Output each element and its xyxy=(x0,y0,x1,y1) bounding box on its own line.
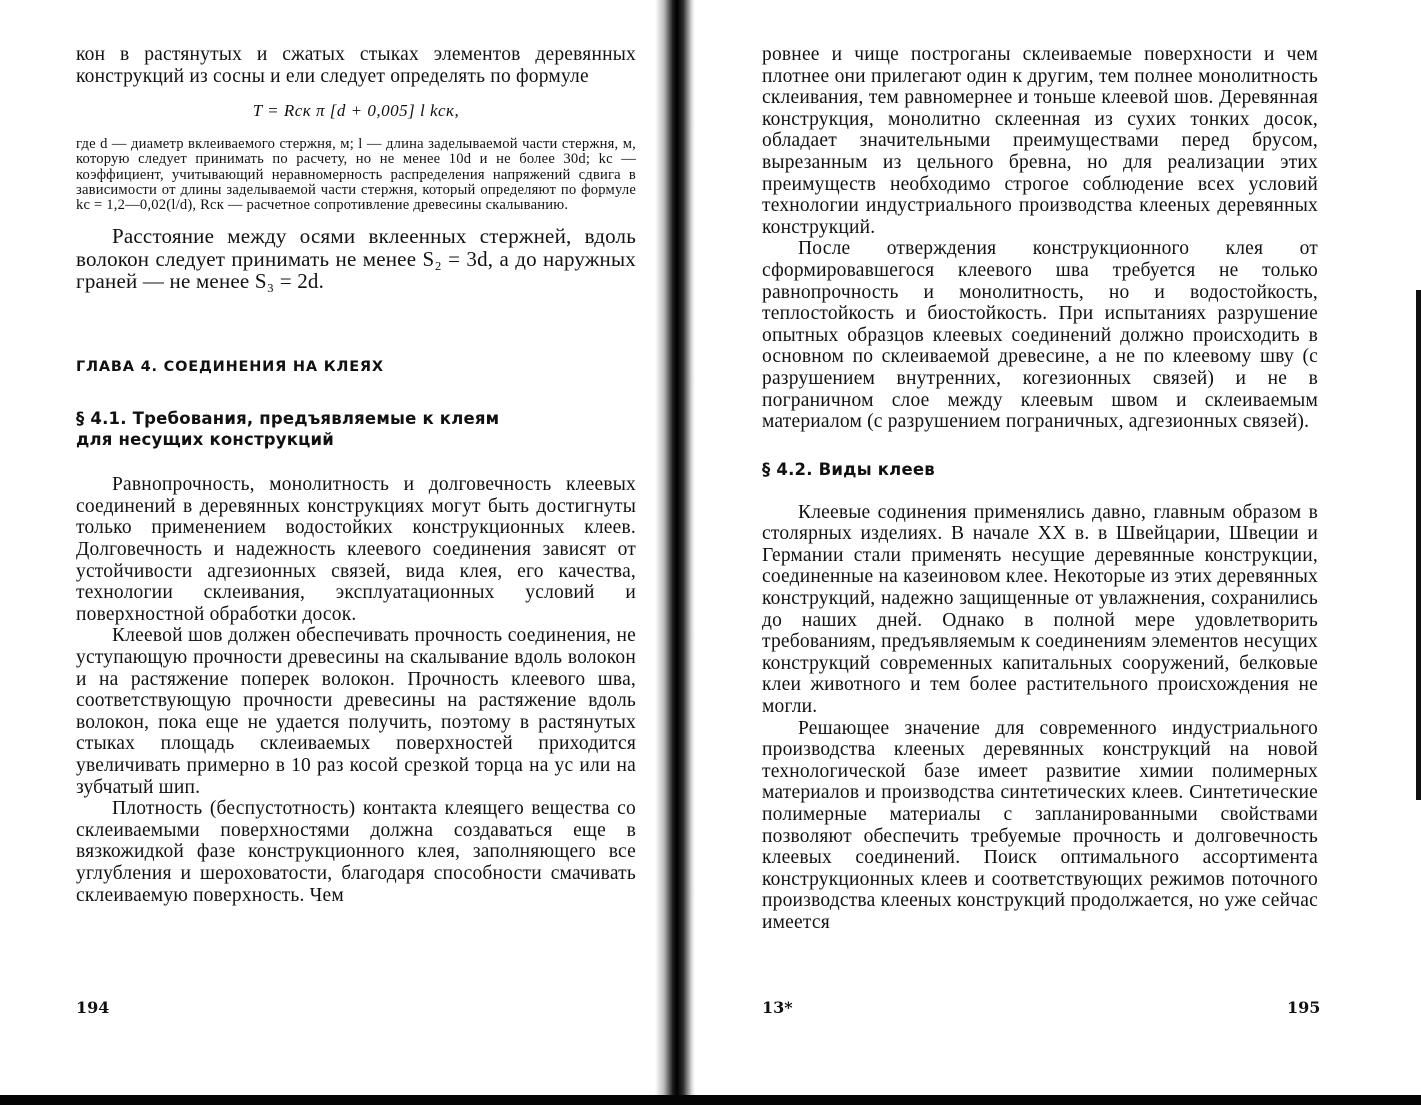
body-paragraph: Равнопрочность, монолитность и долговечность клеевых соединений в деревянных конструкциях могут быть достигнуты только применением водостойких конструкционных клеев. Долговечность и надежность клеевого соединения зависят от устойчивости адгезионных связей, вида клея, его качества, технологии склеивания, эксплуатационных условий и поверхностной обработки досок. xyxy=(76,474,636,625)
chapter-heading: ГЛАВА 4. СОЕДИНЕНИЯ НА КЛЕЯХ xyxy=(76,358,384,375)
left-page-content xyxy=(76,44,636,906)
continuation-paragraph: кон в растянутых и сжатых стыках элементов деревянных конструкций из сосны и ели следует определять по формуле xyxy=(76,44,636,87)
rod-spacing-paragraph: Расстояние между осями вклеенных стержней, вдоль волокон следует принимать не менее S₂ = 3d, а до наружных граней — не менее S₃ = 2d. xyxy=(76,224,636,294)
left-page xyxy=(0,0,655,1105)
body-paragraph: После отверждения конструкционного клея от сформировавшегося клеевого шва требуется не только равнопрочность и монолитность, но и водостойкость, теплостойкость и биостойкость. При испытаниях разрушение опытных образцов клеевых соединений должно происходить в основном по склеиваемой древесине, а не по клеевому шву (с разрушением внутренних, когезионных связей) и не в пограничном слое между клеевым швом и склеиваемым материалом (с разрушением пограничных, адгезионных связей). xyxy=(762,238,1318,433)
page-number-right: 195 xyxy=(1287,998,1321,1017)
continuation-paragraph: ровнее и чище построганы склеиваемые поверхности и чем плотнее они прилегают один к другим, тем полнее монолитность склеивания, тем равномернее и тоньше клеевой шов. Деревянная конструкция, монолитно склеенная из сухих тонких досок, обладает значительными преимуществами перед брусом, вырезанным из цельного бревна, но для реализации этих преимуществ необходимо строгое соблюдение всех условий технологии индустриального производства клееных деревянных конструкций. xyxy=(762,44,1318,238)
body-paragraph: Плотность (беспустотность) контакта клеящего вещества со склеиваемыми поверхностями должна создаваться еще в вязкожидкой фазе конструкционного клея, заполняющего все углубления и шероховатости, благодаря способности смачивать склеиваемую поверхность. Чем xyxy=(76,798,636,906)
page-number-left: 194 xyxy=(76,998,110,1017)
scan-bottom-edge xyxy=(0,1095,1421,1105)
formula: T = Rск π [d + 0,005] l kск, xyxy=(252,101,460,121)
signature-mark: 13* xyxy=(762,998,793,1017)
book-gutter xyxy=(655,0,695,1105)
body-paragraph: Решающее значение для современного индустриального производства клееных деревянных конструкций на новой технологической базе имеет развитие химии полимерных материалов и производства синтетических клеев. Синтетические полимерные материалы с запланированными свойствами позволяют обеспечить требуемые прочность и долговечность клеевых соединений. Поиск оптимального ассортимента конструкционных клеев и соответствующих режимов поточного производства клееных конструкций продолжается, но уже сейчас имеется xyxy=(762,717,1318,933)
right-page xyxy=(695,0,1421,1105)
body-paragraph: Клеевой шов должен обеспечивать прочность соединения, не уступающую прочности древесины на скалывание вдоль волокон и на растяжение поперек волокон. Прочность клеевого шва, соответствующую прочности древесины на растяжение вдоль волокон, пока еще не удается получить, поэтому в растянутых стыках площадь склеиваемых поверхностей приходится увеличивать примерно в 10 раз косой срезкой торца на ус или на зубчатый шип. xyxy=(76,625,636,798)
body-paragraph: Клеевые содинения применялись давно, главным образом в столярных изделиях. В начале XX в. в Швейцарии, Швеции и Германии стали применять несущие деревянные конструкции, соединенные на казеиновом клее. Некоторые из этих деревянных конструкций, надежно защищенные от увлажнения, сохранились до наших дней. Однако в полной мере удовлетворить требованиям, предъявляемым к соединениям элементов несущих конструкций современных капитальных сооружений, белковые клеи животного и тем более растительного происхождения не могли. xyxy=(762,501,1318,718)
right-edge-shadow xyxy=(1416,290,1421,800)
right-page-content xyxy=(762,44,1318,934)
section-heading-4-2: § 4.2. Виды клеев xyxy=(762,459,935,479)
section-heading-4-1: § 4.1. Требования, предъявляемые к клеям для несущих конструкций xyxy=(76,409,500,450)
formula-legend-note: где d — диаметр вклеиваемого стержня, м; l — длина заделываемой части стержня, м, которую следует принимать по расчету, но не менее 10d и не более 30d; kc — коэффициент, учитывающий неравномерность распределения напряжений сдвига в зависимости от длины заделываемой части стержня, который определяют по формуле kc = 1,2—0,02(l/d), Rск — расчетное сопротивление древесины скалыванию. xyxy=(76,136,636,213)
